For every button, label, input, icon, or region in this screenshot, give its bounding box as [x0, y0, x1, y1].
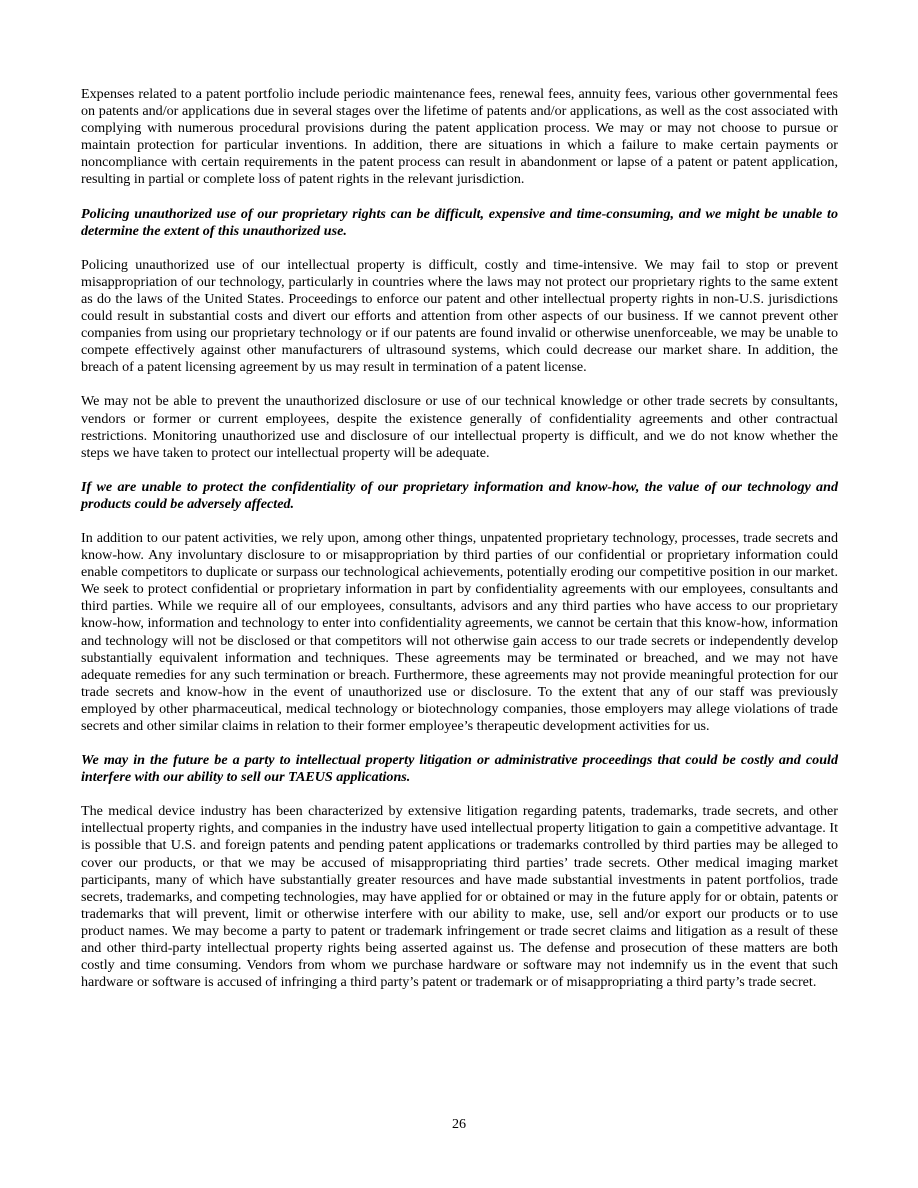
heading-ip-litigation: We may in the future be a party to intellectual property litigation or administrative proceedings that could be costly and could interfere with our ability to sell our TAEUS applications. — [81, 752, 838, 786]
heading-confidentiality: If we are unable to protect the confidentiality of our proprietary information and know-how, the value of our technology and products could be adversely affected. — [81, 478, 838, 512]
paragraph-policing-ip: Policing unauthorized use of our intellectual property is difficult, costly and time-intensive. We may fail to stop or prevent misappropriation of our technology, particularly in countries where the laws may not protect our proprietary rights to the same extent as do the laws of the United States. Proceedings to enforce our patent and other intellectual property rights in non-U.S. jurisdictions could result in substantial costs and divert our efforts and attention from other aspects of our business. If we cannot prevent other companies from using our proprietary technology or if our patents are found invalid or otherwise unenforceable, we may be unable to compete effectively against other manufacturers of ultrasound systems, which could decrease our market share. In addition, the breach of a patent licensing agreement by us may result in termination of a patent license. — [81, 256, 838, 376]
paragraph-patent-expenses: Expenses related to a patent portfolio include periodic maintenance fees, renewal fees, annuity fees, various other governmental fees on patents and/or applications due in several stages over the lifetime of patents and/or applications, as well as the cost associated with complying with numerous procedural provisions during the patent application process. We may or may not choose to pursue or maintain protection for particular inventions. In addition, there are situations in which a failure to make certain payments or noncompliance with certain requirements in the patent process can result in abandonment or lapse of a patent or patent application, resulting in partial or complete loss of patent rights in the relevant jurisdiction. — [81, 86, 838, 188]
page-number: 26 — [451, 1116, 467, 1132]
paragraph-trade-secret-disclosure: We may not be able to prevent the unauthorized disclosure or use of our technical knowledge or other trade secrets by consultants, vendors or former or current employees, despite the existence generally of confidentiality agreements and other contractual restrictions. Monitoring unauthorized use and disclosure of our intellectual property is difficult, and we do not know whether the steps we have taken to protect our intellectual property will be adequate. — [81, 393, 838, 461]
heading-policing-unauthorized-use: Policing unauthorized use of our proprietary rights can be difficult, expensive and time-consuming, and we might be unable to determine the extent of this unauthorized use. — [81, 205, 838, 239]
paragraph-unpatented-technology: In addition to our patent activities, we rely upon, among other things, unpatented proprietary technology, processes, trade secrets and know-how. Any involuntary disclosure to or misappropriation by third parties of our confidential or proprietary information could enable competitors to duplicate or surpass our technological achievements, potentially eroding our competitive position in our market. We seek to protect confidential or proprietary information in part by confidentiality agreements with our employees, consultants and third parties. While we require all of our employees, consultants, advisors and any third parties who have access to our proprietary know-how, information and technology to enter into confidentiality agreements, we cannot be certain that this know-how, information and technology will not be disclosed or that competitors will not otherwise gain access to our trade secrets or independently develop substantially equivalent information and techniques. These agreements may be terminated or breached, and we may not have adequate remedies for any such termination or breach. Furthermore, these agreements may not provide meaningful protection for our trade secrets and know-how in the event of unauthorized use or disclosure. To the extent that any of our staff was previously employed by other pharmaceutical, medical technology or biotechnology companies, those employers may allege violations of trade secrets and other similar claims in relation to their former employee’s therapeutic development activities for us. — [81, 529, 838, 734]
paragraph-industry-litigation: The medical device industry has been characterized by extensive litigation regarding patents, trademarks, trade secrets, and other intellectual property rights, and companies in the industry have used intellectual property litigation to gain a competitive advantage. It is possible that U.S. and foreign patents and pending patent applications or trademarks controlled by third parties may be alleged to cover our products, or that we may be accused of misappropriating third parties’ trade secrets. Other medical imaging market participants, many of which have substantially greater resources and have made substantial investments in patent portfolios, trade secrets, trademarks, and competing technologies, may have applied for or obtained or may in the future apply for or obtain, patents or trademarks that will prevent, limit or otherwise interfere with our ability to make, use, sell and/or export our products or to use product names. We may become a party to patent or trademark infringement or trade secret claims and litigation as a result of these and other third-party intellectual property rights being asserted against us. The defense and prosecution of these matters are both costly and time consuming. Vendors from whom we purchase hardware or software may not indemnify us in the event that such hardware or software is accused of infringing a third party’s patent or trademark or of misappropriating a third party’s trade secret. — [81, 803, 838, 991]
document-page — [81, 86, 838, 1008]
